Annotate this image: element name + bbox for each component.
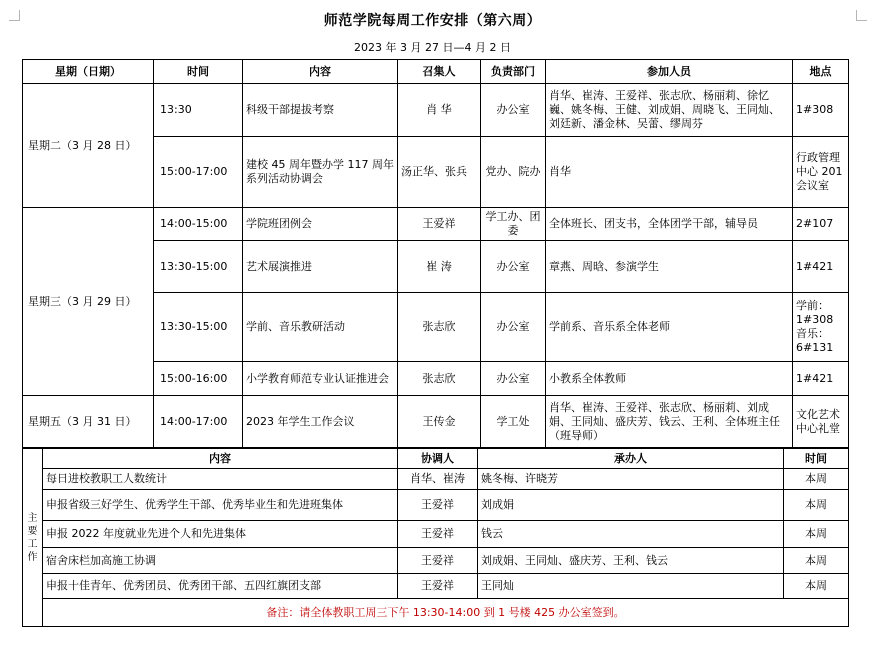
schedule-header-row <box>23 60 849 84</box>
header-location: 地点 <box>793 60 849 84</box>
work-header-content: 内容 <box>43 449 398 469</box>
work-time-cell: 本周 <box>784 548 849 574</box>
work-time-cell: 本周 <box>784 574 849 599</box>
work-content-cell: 申报省级三好学生、优秀学生干部、优秀毕业生和先进班集体 <box>43 490 398 521</box>
date-range: 2023 年 3 月 27 日—4 月 2 日 <box>354 41 511 54</box>
work-content-cell: 每日进校教职工人数统计 <box>43 469 398 490</box>
day-cell: 星期三（3 月 29 日） <box>23 208 154 396</box>
attendees-cell: 全体班长、团支书，全体团学干部，辅导员 <box>546 208 793 241</box>
convener-cell: 汤正华、张兵 <box>398 137 481 208</box>
table-row <box>23 208 849 241</box>
work-handler-cell: 刘成娟、王同灿、盛庆芳、王利、钱云 <box>478 548 784 574</box>
dept-cell: 学工办、团委 <box>481 208 546 241</box>
work-coordinator-cell: 肖华、崔涛 <box>398 469 478 490</box>
time-cell: 15:00-16:00 <box>154 362 243 396</box>
convener-cell: 王爱祥 <box>398 208 481 241</box>
header-attendees: 参加人员 <box>546 60 793 84</box>
location-cell: 1#308 <box>793 84 849 137</box>
location-cell: 文化艺术中心礼堂 <box>793 396 849 448</box>
work-handler-cell: 王同灿 <box>478 574 784 599</box>
location-cell: 1#421 <box>793 362 849 396</box>
schedule-table <box>22 59 849 448</box>
work-header-handler: 承办人 <box>478 449 784 469</box>
time-cell: 13:30-15:00 <box>154 293 243 362</box>
work-content-cell: 宿舍床栏加高施工协调 <box>43 548 398 574</box>
content-cell: 2023 年学生工作会议 <box>243 396 398 448</box>
main-work-table <box>22 448 849 627</box>
work-time-cell: 本周 <box>784 490 849 521</box>
header-time: 时间 <box>154 60 243 84</box>
work-coordinator-cell: 王爱祥 <box>398 521 478 548</box>
time-cell: 13:30 <box>154 84 243 137</box>
time-cell: 13:30-15:00 <box>154 241 243 293</box>
convener-cell: 张志欣 <box>398 362 481 396</box>
page-title: 师范学院每周工作安排（第六周） <box>323 13 542 29</box>
work-handler-cell: 姚冬梅、许晓芳 <box>478 469 784 490</box>
work-handler-cell: 刘成娟 <box>478 490 784 521</box>
attendees-cell: 肖华 <box>546 137 793 208</box>
table-row <box>23 84 849 137</box>
work-header-row <box>23 449 849 469</box>
header-content: 内容 <box>243 60 398 84</box>
content-cell: 建校 45 周年暨办学 117 周年系列活动协调会 <box>243 137 398 208</box>
work-content-cell: 申报十佳青年、优秀团员、优秀团干部、五四红旗团支部 <box>43 574 398 599</box>
location-cell: 2#107 <box>793 208 849 241</box>
work-content-cell: 申报 2022 年度就业先进个人和先进集体 <box>43 521 398 548</box>
convener-cell: 崔 涛 <box>398 241 481 293</box>
location-cell: 1#421 <box>793 241 849 293</box>
content-cell: 艺术展演推进 <box>243 241 398 293</box>
dept-cell: 办公室 <box>481 293 546 362</box>
day-cell: 星期五（3 月 31 日） <box>23 396 154 448</box>
content-cell: 学院班团例会 <box>243 208 398 241</box>
work-coordinator-cell: 王爱祥 <box>398 490 478 521</box>
work-header-time: 时间 <box>784 449 849 469</box>
table-row <box>23 521 849 548</box>
content-cell: 学前、音乐教研活动 <box>243 293 398 362</box>
table-row <box>23 469 849 490</box>
dept-cell: 党办、院办 <box>481 137 546 208</box>
time-cell: 14:00-15:00 <box>154 208 243 241</box>
work-coordinator-cell: 王爱祥 <box>398 548 478 574</box>
header-day: 星期（日期） <box>23 60 154 84</box>
dept-cell: 学工处 <box>481 396 546 448</box>
dept-cell: 办公室 <box>481 241 546 293</box>
dept-cell: 办公室 <box>481 84 546 137</box>
attendees-cell: 肖华、崔涛、王爱祥、张志欣、杨丽莉、徐忆巍、姚冬梅、王健、刘成娟、周晓飞、王同灿、刘廷新、潘金林、吴蕾、缪周芬 <box>546 84 793 137</box>
table-row <box>23 548 849 574</box>
work-header-coordinator: 协调人 <box>398 449 478 469</box>
attendees-cell: 小教系全体教师 <box>546 362 793 396</box>
work-time-cell: 本周 <box>784 469 849 490</box>
table-row <box>23 396 849 448</box>
convener-cell: 肖 华 <box>398 84 481 137</box>
work-coordinator-cell: 王爱祥 <box>398 574 478 599</box>
convener-cell: 王传金 <box>398 396 481 448</box>
attendees-cell: 章燕、周晗、参演学生 <box>546 241 793 293</box>
time-cell: 15:00-17:00 <box>154 137 243 208</box>
table-row <box>23 574 849 599</box>
main-work-label: 主 要 工 作 <box>23 449 43 627</box>
content-cell: 小学教育师范专业认证推进会 <box>243 362 398 396</box>
day-cell: 星期二（3 月 28 日） <box>23 84 154 208</box>
content-cell: 科级干部提拔考察 <box>243 84 398 137</box>
work-handler-cell: 钱云 <box>478 521 784 548</box>
table-row <box>23 490 849 521</box>
note-text: 备注：请全体教职工周三下午 13:30-14:00 到 1 号楼 425 办公室签到。 <box>43 599 849 627</box>
time-cell: 14:00-17:00 <box>154 396 243 448</box>
dept-cell: 办公室 <box>481 362 546 396</box>
work-time-cell: 本周 <box>784 521 849 548</box>
header-dept: 负责部门 <box>481 60 546 84</box>
note-row <box>23 599 849 627</box>
convener-cell: 张志欣 <box>398 293 481 362</box>
location-cell: 行政管理中心 201 会议室 <box>793 137 849 208</box>
header-convener: 召集人 <box>398 60 481 84</box>
attendees-cell: 肖华、崔涛、王爱祥、张志欣、杨丽莉、刘成娟、王同灿、盛庆芳、钱云、王利、全体班主任（班导师） <box>546 396 793 448</box>
location-cell: 学前：1#308 音乐：6#131 <box>793 293 849 362</box>
attendees-cell: 学前系、音乐系全体老师 <box>546 293 793 362</box>
